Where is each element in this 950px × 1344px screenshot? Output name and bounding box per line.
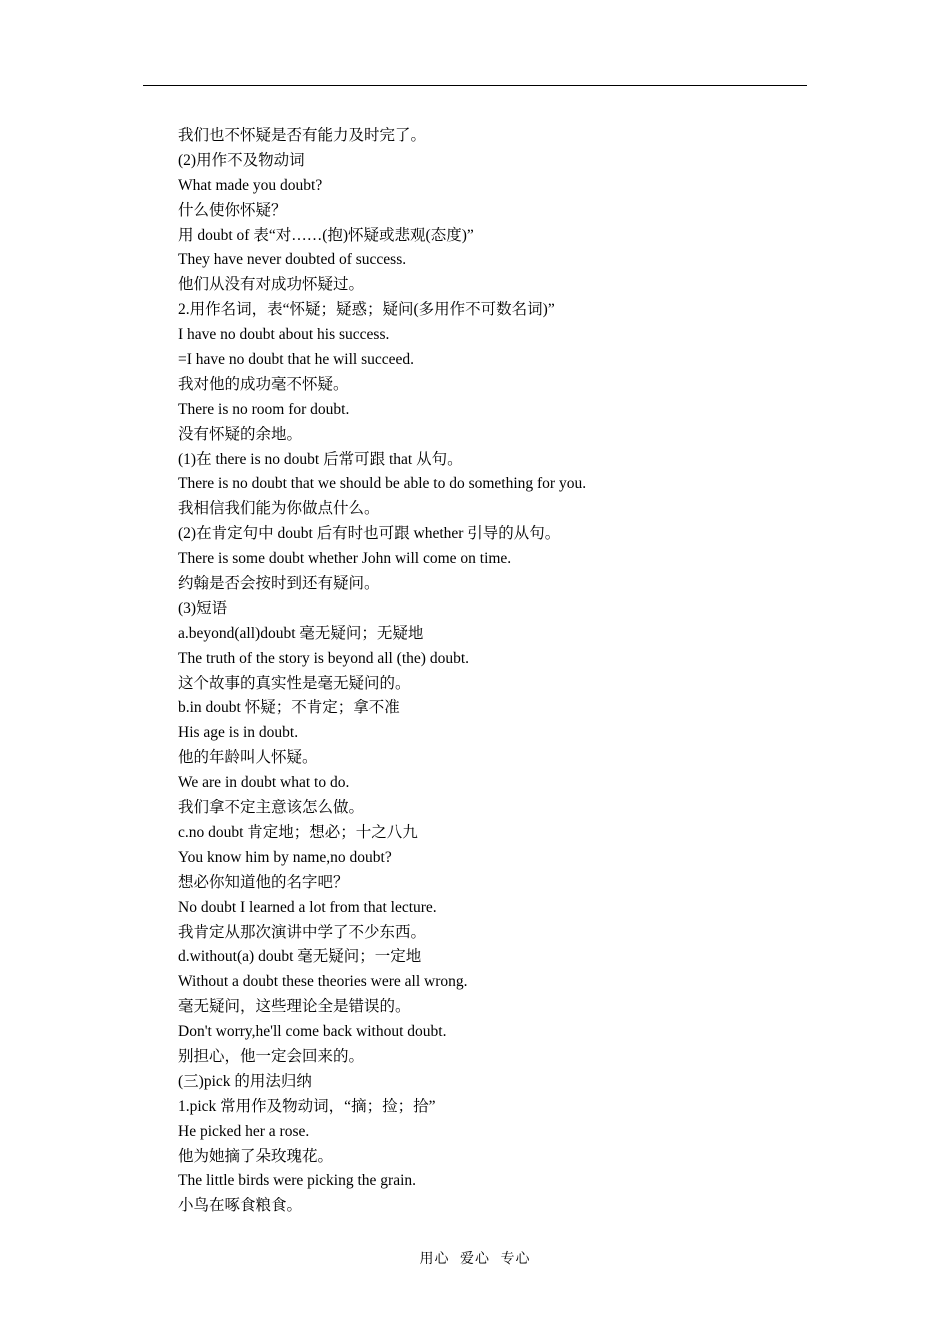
text-line: 我对他的成功毫不怀疑。 [178,375,349,393]
text-line: 毫无疑问，这些理论全是错误的。 [178,998,411,1016]
text-line: No doubt I learned a lot from that lecture. [178,898,437,916]
text-line: 他们从没有对成功怀疑过。 [178,276,365,294]
text-line: 我相信我们能为你做点什么。 [178,500,380,518]
text-line: b.in doubt 怀疑；不肯定；拿不准 [178,699,400,717]
text-line: 约翰是否会按时到还有疑问。 [178,575,380,593]
header-rule [143,85,807,86]
text-line: =I have no doubt that he will succeed. [178,351,415,369]
text-line: Don't worry,he'll come back without doubt. [178,1023,447,1041]
text-line: 他的年龄叫人怀疑。 [178,749,318,767]
text-line: (2)用作不及物动词 [178,151,305,169]
text-line: 他为她摘了朵玫瑰花。 [178,1147,334,1165]
text-line: 2.用作名词，表“怀疑；疑惑；疑问(多用作不可数名词)” [178,301,555,319]
text-line: d.without(a) doubt 毫无疑问；一定地 [178,948,422,966]
text-line: 没有怀疑的余地。 [178,425,303,443]
text-line: There is no doubt that we should be able to do something for you. [178,475,587,493]
text-line: 想必你知道他的名字吧？ [178,873,349,891]
text-line: 我们也不怀疑是否有能力及时完了。 [178,127,427,144]
document-body [178,124,818,1219]
text-line: (1)在 there is no doubt 后常可跟 that 从句。 [178,450,463,468]
text-line: c.no doubt 肯定地；想必；十之八九 [178,823,418,841]
text-line: (3)短语 [178,599,228,617]
text-line: 我们拿不定主意该怎么做。 [178,799,365,817]
text-line: I have no doubt about his success. [178,326,390,344]
text-line: You know him by name,no doubt? [178,848,392,866]
text-line: (2)在肯定句中 doubt 后有时也可跟 whether 引导的从句。 [178,525,561,543]
text-line: 别担心，他一定会回来的。 [178,1047,365,1065]
text-line: There is some doubt whether John will come on time. [178,550,512,568]
text-line: 小鸟在啄食粮食。 [178,1197,303,1215]
text-line: What made you doubt? [178,176,323,194]
text-line: The little birds were picking the grain. [178,1172,417,1190]
text-line: He picked her a rose. [178,1122,310,1140]
text-line: 我肯定从那次演讲中学了不少东西。 [178,923,427,941]
text-line: 什么使你怀疑？ [178,201,287,219]
text-line: 1.pick 常用作及物动词，“摘；捡；拾” [178,1097,436,1115]
text-line: Without a doubt these theories were all wrong. [178,973,468,991]
page-footer: 用心 爱心 专心 [419,1252,531,1267]
text-line: 用 doubt of 表“对……(抱)怀疑或悲观(态度)” [178,226,474,244]
text-line: a.beyond(all)doubt 毫无疑问；无疑地 [178,624,424,642]
text-line: We are in doubt what to do. [178,774,350,792]
text-line: 这个故事的真实性是毫无疑问的。 [178,674,411,692]
text-line: The truth of the story is beyond all (the) doubt. [178,649,469,667]
text-line: (三)pick 的用法归纳 [178,1072,312,1090]
text-line: His age is in doubt. [178,724,299,742]
text-line: There is no room for doubt. [178,400,350,418]
text-line: They have never doubted of success. [178,251,407,269]
